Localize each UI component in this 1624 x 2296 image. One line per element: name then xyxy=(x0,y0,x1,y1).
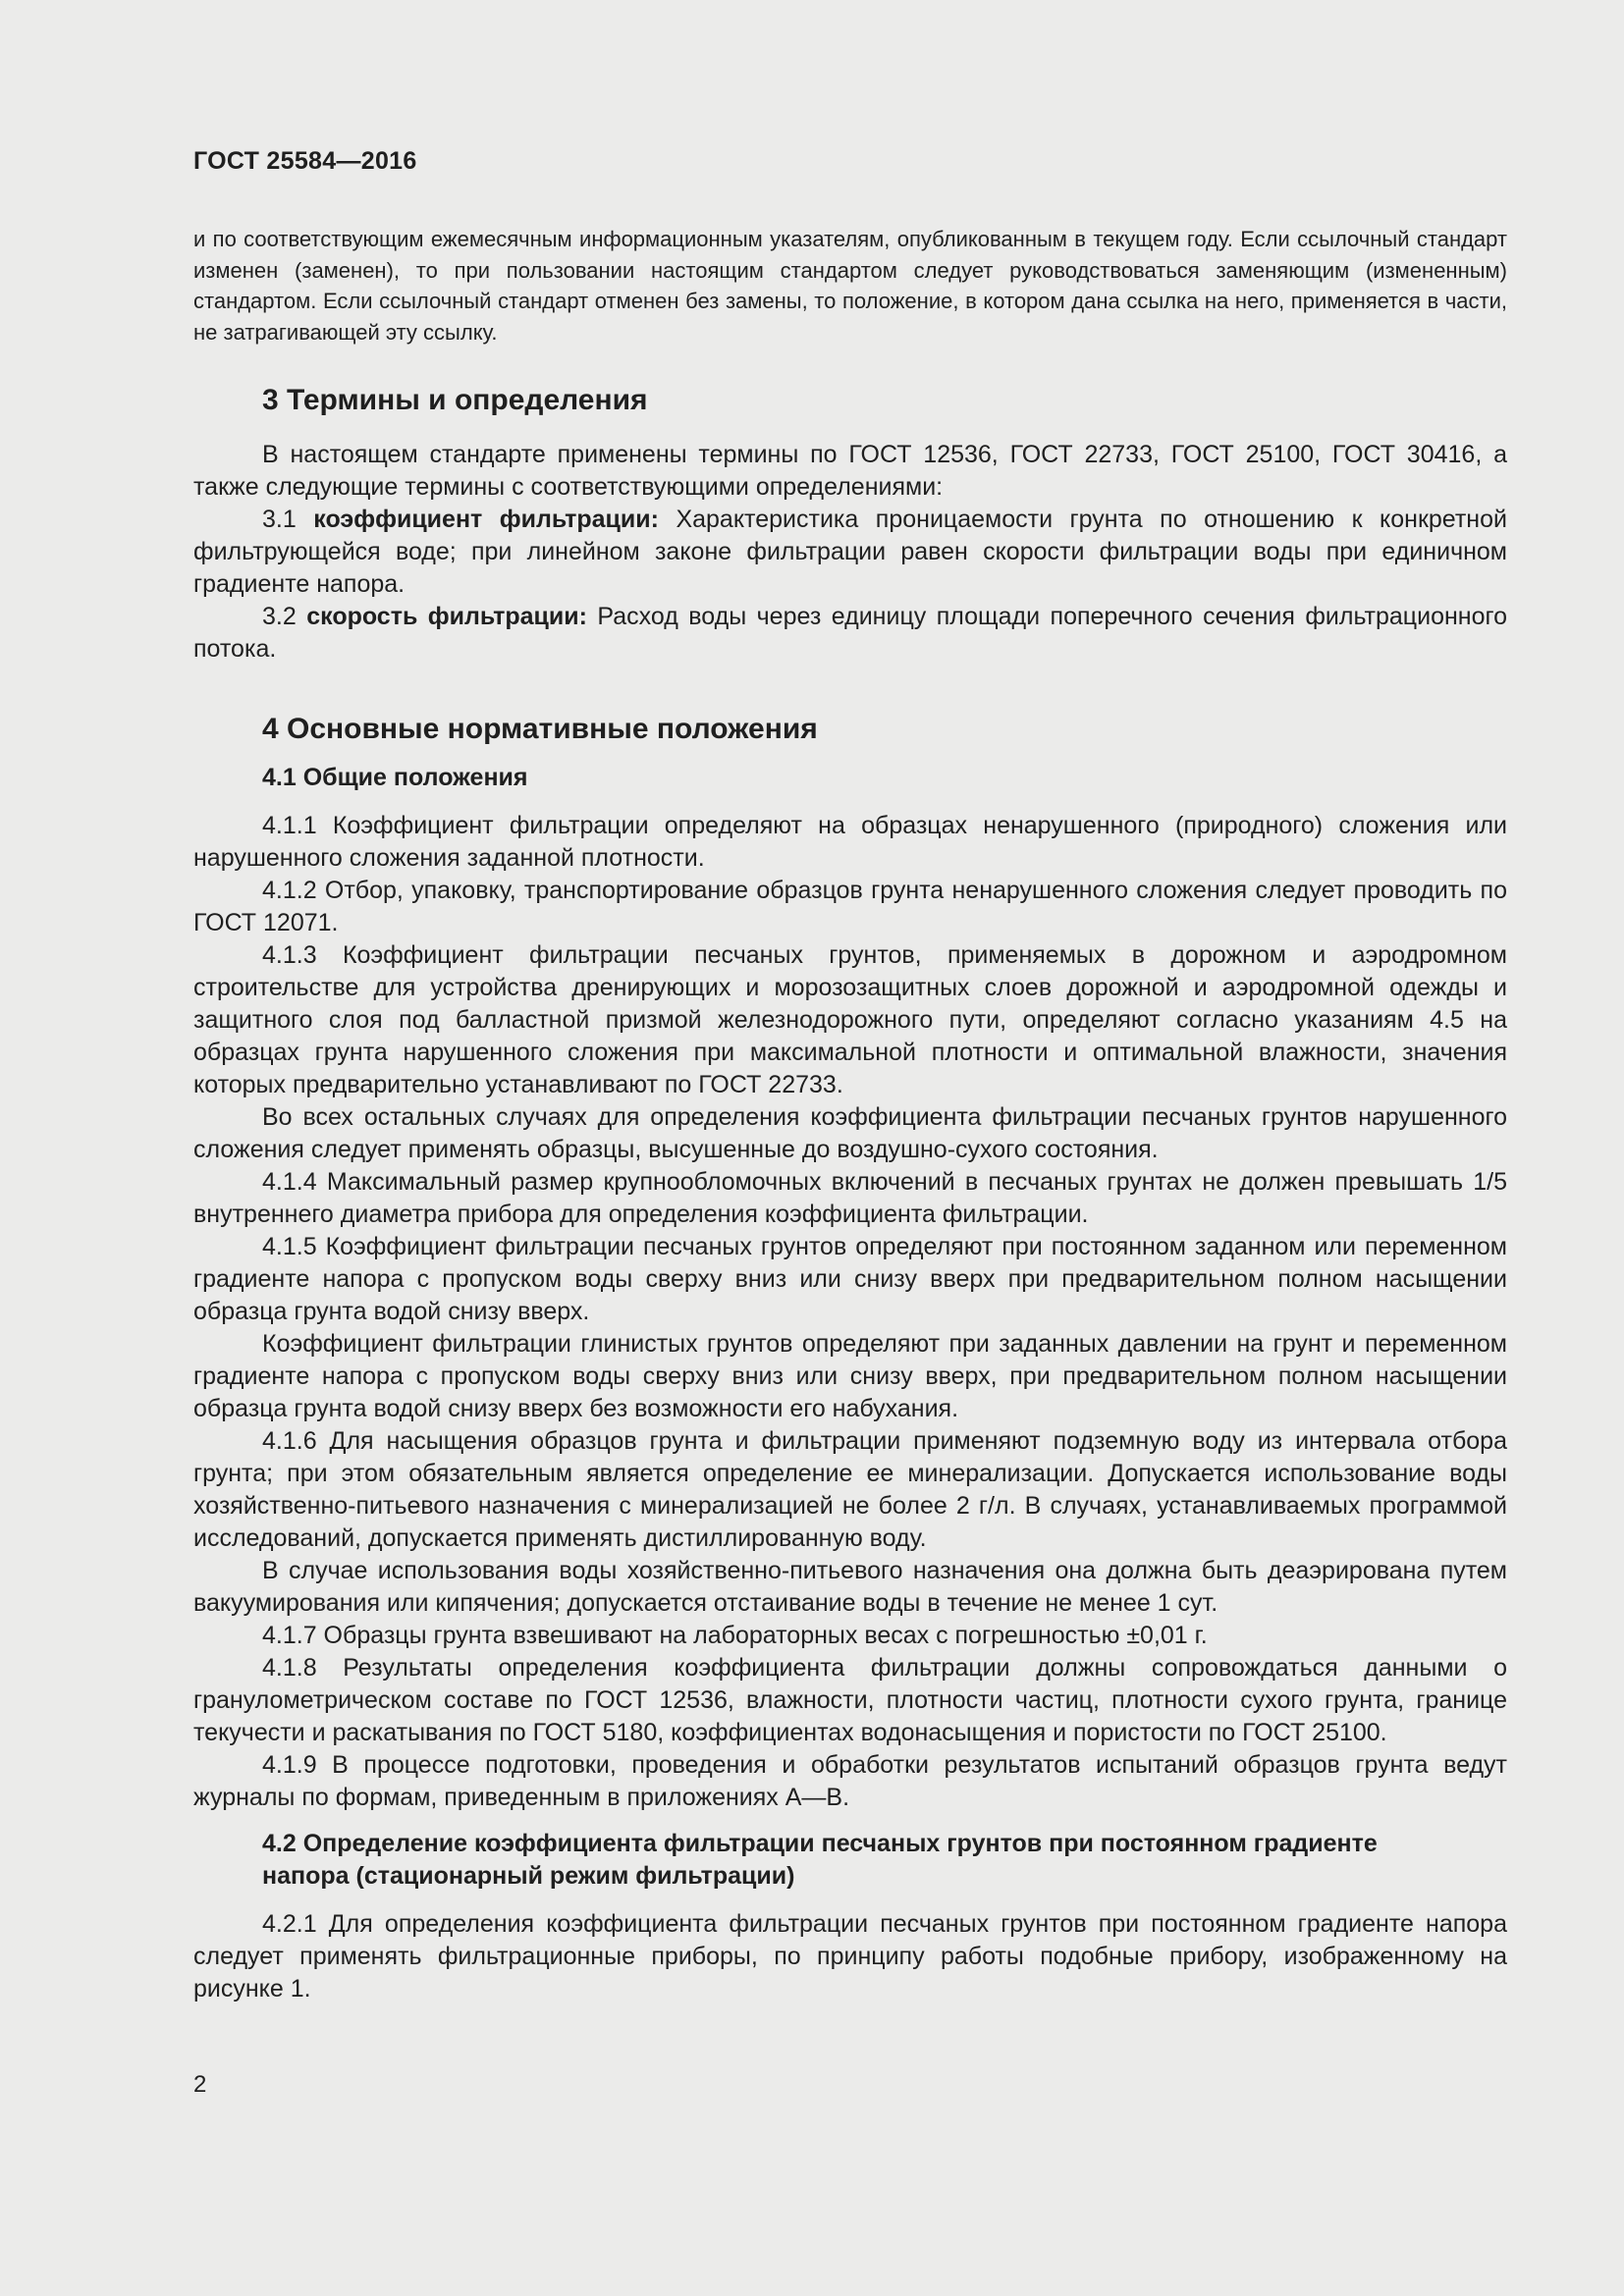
paragraph-4-1-5-cont: Коэффициент фильтрации глинистых грунтов определяют при заданных давлении на грунт и переменном градиенте напора с пропуском воды сверху вниз или снизу вверх, при предварительном полном насыщении образца грунта водой снизу вверх без возможности его набухания. xyxy=(193,1330,1507,1422)
term-label: скорость фильтрации: xyxy=(306,603,587,630)
subsection-4-1-title: 4.1 Общие положения xyxy=(262,764,528,791)
document-code-header: ГОСТ 25584—2016 xyxy=(193,147,417,175)
paragraph-4-2-1: 4.2.1 Для определения коэффициента фильтрации песчаных грунтов при постоянном градиенте напора следует применять фильтрационные приборы, по принципу работы подобные прибору, изображенному на рисунке 1. xyxy=(193,1910,1507,2002)
term-3-2 xyxy=(193,601,1507,666)
subsection-4-2-title-line1: 4.2 Определение коэффициента фильтрации песчаных грунтов при постоянном градиенте xyxy=(262,1830,1378,1857)
paragraph-4-1-3: 4.1.3 Коэффициент фильтрации песчаных грунтов, применяемых в дорожном и аэродромном строительстве для устройства дренирующих и морозозащитных слоев дорожной и аэродромной одежды и защитного слоя под балластной призмой железнодорожного пути, определяют согласно указаниям 4.5 на образцах грунта нарушенного сложения при максимальной плотности и оптимальной влажности, значения которых предварительно устанавливают по ГОСТ 22733. xyxy=(193,941,1507,1098)
paragraph-4-1-5: 4.1.5 Коэффициент фильтрации песчаных грунтов определяют при постоянном заданном или переменном градиенте напора с пропуском воды сверху вниз или снизу вверх при предварительном полном насыщении образца грунта водой снизу вверх. xyxy=(193,1233,1507,1325)
paragraph-4-1-8: 4.1.8 Результаты определения коэффициента фильтрации должны сопровождаться данными о гранулометрическом составе по ГОСТ 12536, влажности, плотности частиц, плотности сухого грунта, границе текучести и раскатывания по ГОСТ 5180, коэффициентах водонасыщения и пористости по ГОСТ 25100. xyxy=(193,1654,1507,1746)
paragraph-4-1-7: 4.1.7 Образцы грунта взвешивают на лабораторных весах с погрешностью ±0,01 г. xyxy=(262,1622,1208,1649)
main-content xyxy=(193,376,1507,2005)
intro-paragraph: и по соответствующим ежемесячным информационным указателям, опубликованным в текущем году. Если ссылочный стандарт изменен (заменен), то при пользовании настоящим стандартом следует руководствоваться заменяющим (измененным) стандартом. Если ссылочный стандарт отменен без замены, то положение, в котором дана ссылка на него, применяется в части, не затрагивающей эту ссылку. xyxy=(193,227,1507,345)
section-3-intro: В настоящем стандарте применены термины по ГОСТ 12536, ГОСТ 22733, ГОСТ 25100, ГОСТ 30416, а также следующие термины с соответствующими определениями: xyxy=(193,441,1507,501)
term-number: 3.1 xyxy=(262,506,297,533)
section-4-title: 4 Основные нормативные положения xyxy=(262,713,818,745)
paragraph-4-1-9: 4.1.9 В процессе подготовки, проведения и обработки результатов испытаний образцов грунта ведут журналы по формам, приведенным в приложениях А—В. xyxy=(193,1751,1507,1811)
paragraph-4-1-6: 4.1.6 Для насыщения образцов грунта и фильтрации применяют подземную воду из интервала отбора грунта; при этом обязательным является определение ее минерализации. Допускается использование воды хозяйственно-питьевого назначения с минерализацией не более 2 г/л. В случаях, устанавливаемых программой исследований, допускается применять дистиллированную воду. xyxy=(193,1427,1507,1552)
term-definition: Расход воды через единицу площади поперечного сечения фильтрационного потока. xyxy=(193,603,1507,663)
subsection-4-2-title xyxy=(193,1828,1507,1893)
term-number: 3.2 xyxy=(262,603,297,630)
paragraph-4-1-3-cont: Во всех остальных случаях для определения коэффициента фильтрации песчаных грунтов нарушенного сложения следует применять образцы, высушенные до воздушно-сухого состояния. xyxy=(193,1103,1507,1163)
term-label: коэффициент фильтрации: xyxy=(313,506,659,533)
paragraph-4-1-1: 4.1.1 Коэффициент фильтрации определяют на образцах ненарушенного (природного) сложения или нарушенного сложения заданной плотности. xyxy=(193,812,1507,872)
paragraph-4-1-6-cont: В случае использования воды хозяйственно-питьевого назначения она должна быть деаэрирована путем вакуумирования или кипячения; допускается отстаивание воды в течение не менее 1 сут. xyxy=(193,1557,1507,1617)
subsection-4-2-title-line2: напора (стационарный режим фильтрации) xyxy=(262,1862,795,1890)
term-definition: Характеристика проницаемости грунта по отношению к конкретной фильтрующейся воде; при линейном законе фильтрации равен скорости фильтрации воды при единичном градиенте напора. xyxy=(193,506,1507,598)
page-number: 2 xyxy=(193,2071,207,2098)
term-3-1 xyxy=(193,504,1507,601)
section-3-title: 3 Термины и определения xyxy=(262,384,648,416)
paragraph-4-1-4: 4.1.4 Максимальный размер крупнообломочных включений в песчаных грунтах не должен превышать 1/5 внутреннего диаметра прибора для определения коэффициента фильтрации. xyxy=(193,1168,1507,1228)
paragraph-4-1-2: 4.1.2 Отбор, упаковку, транспортирование образцов грунта ненарушенного сложения следует проводить по ГОСТ 12071. xyxy=(193,877,1507,936)
